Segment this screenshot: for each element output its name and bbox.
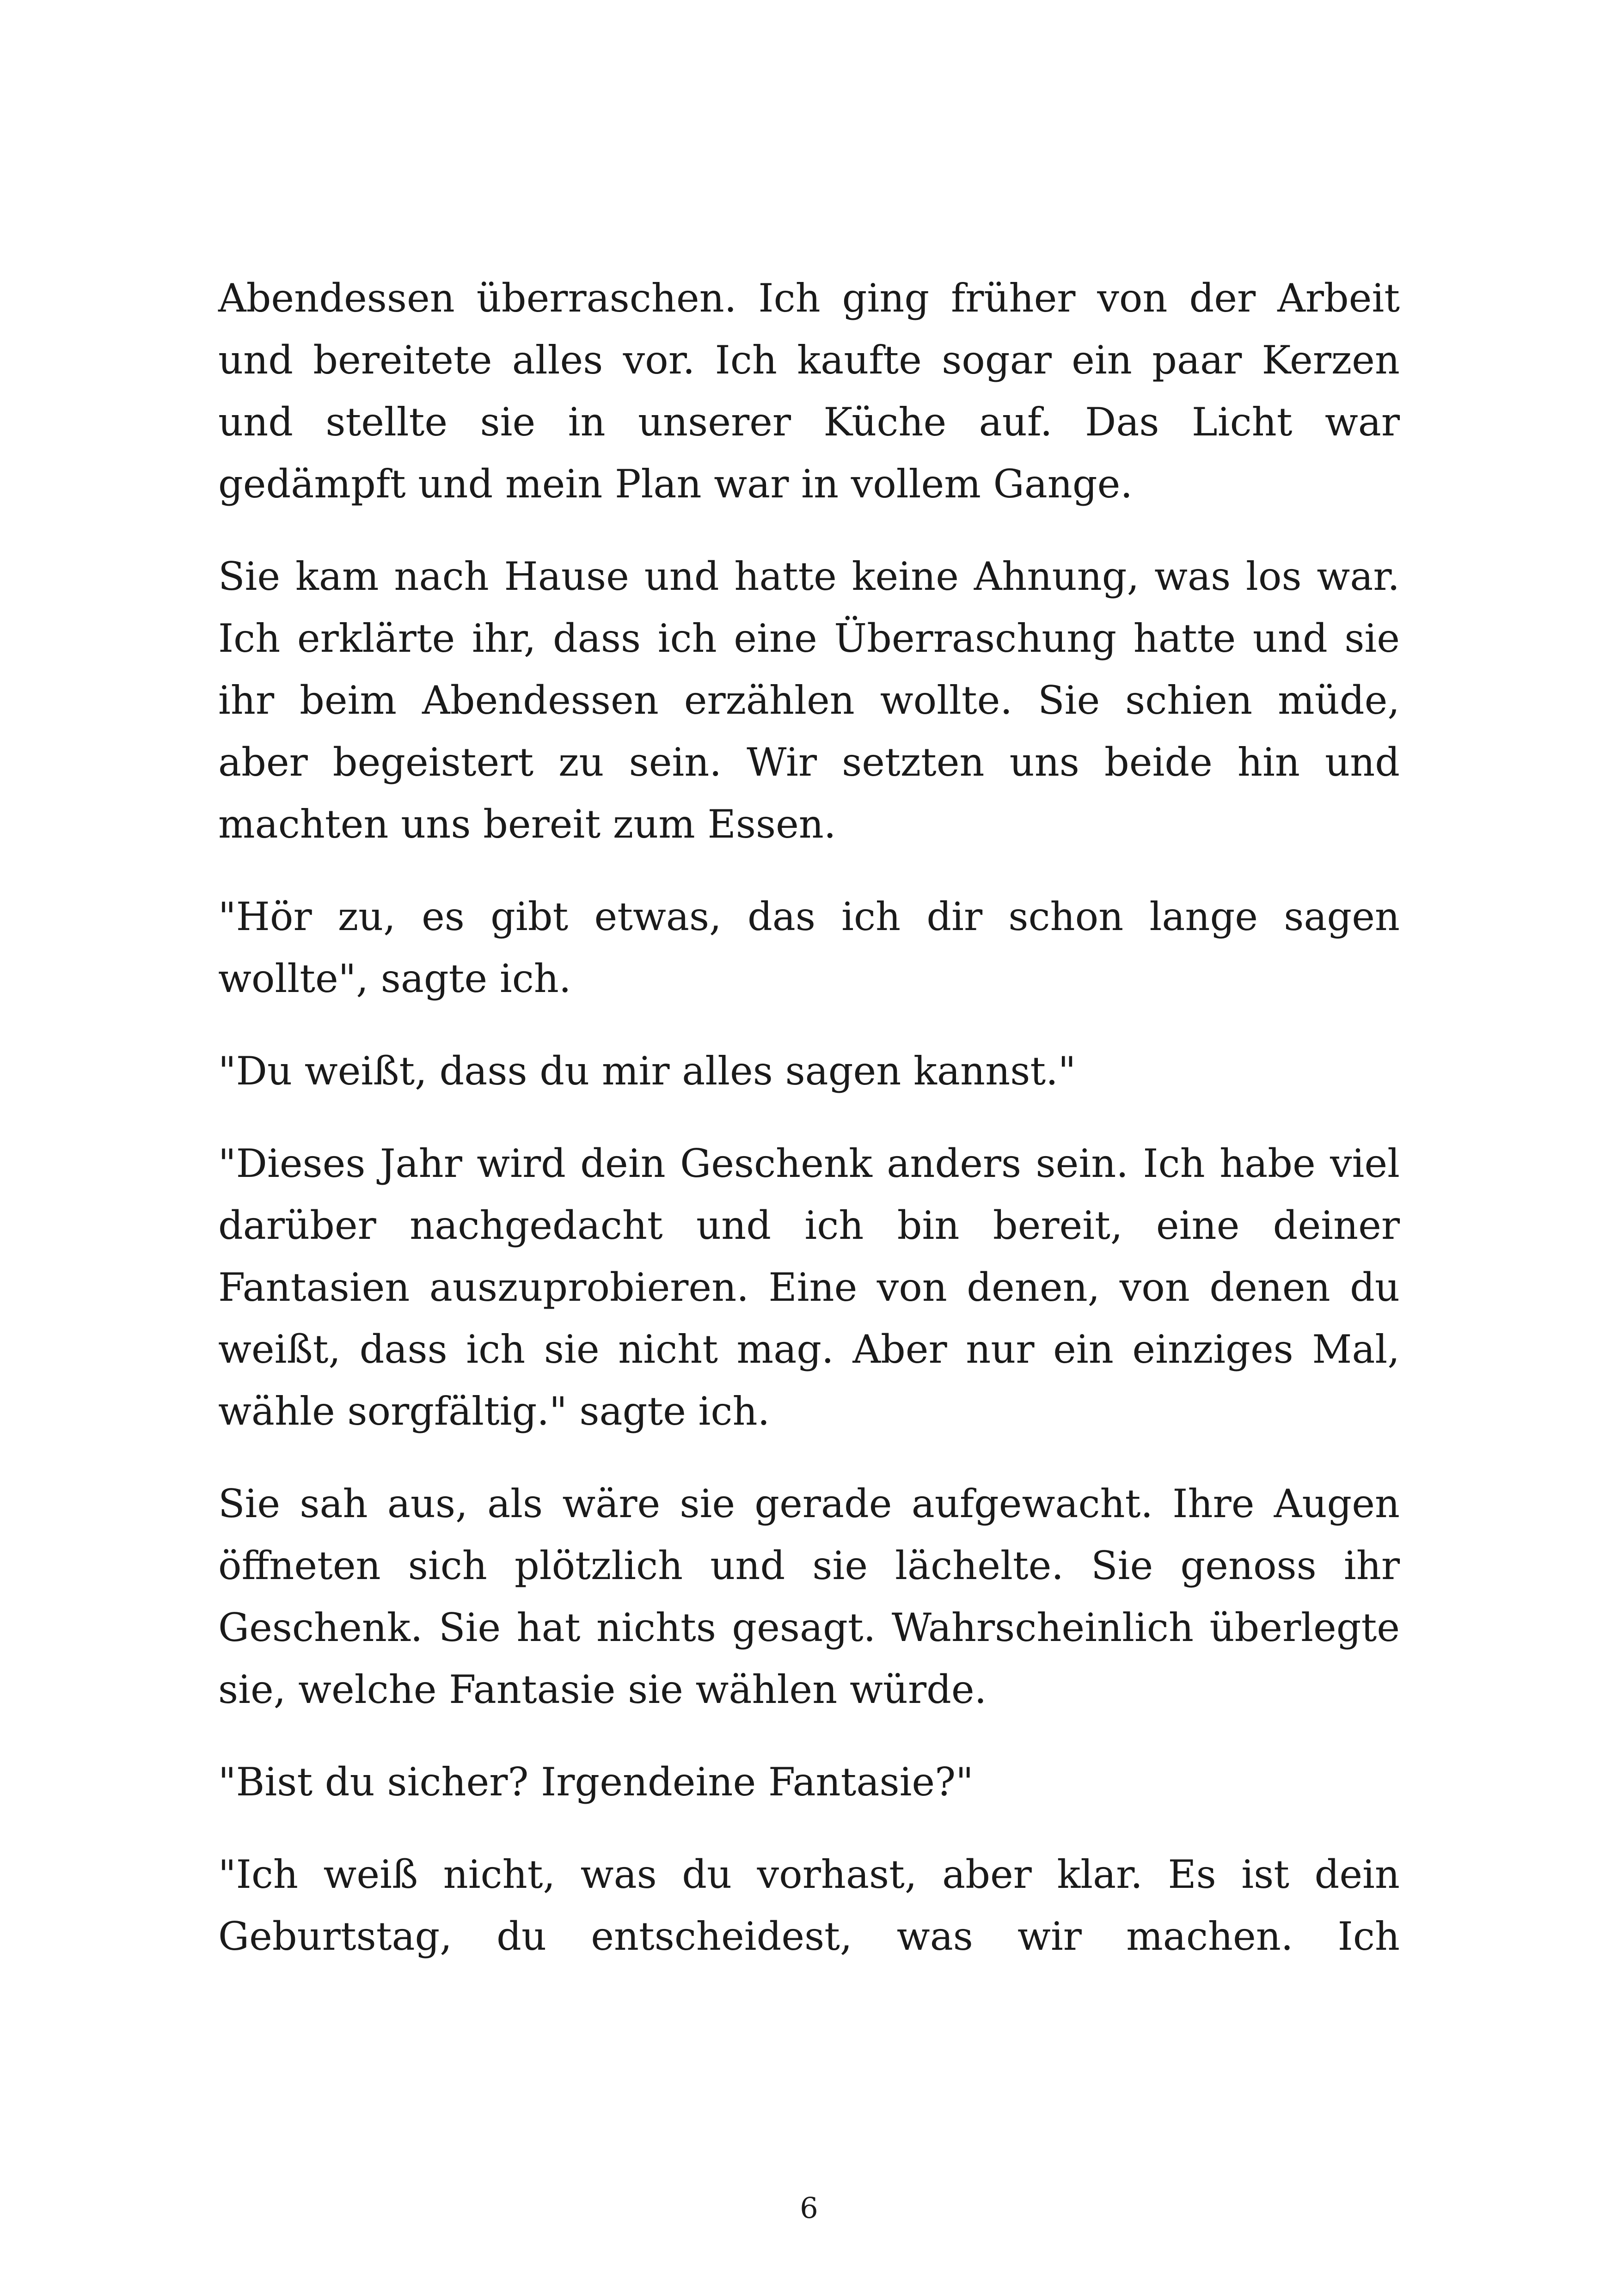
paragraph-5: "Dieses Jahr wird dein Geschenk anders sein. Ich habe viel darüber nachgedacht und ich bin bereit, eine deiner Fantasien auszuprobieren. Eine von denen, von denen du weißt, dass ich sie nicht mag. Aber nur ein einziges Mal, wähle sorgfältig." sagte ich.	[218, 1141, 1400, 1434]
paragraph-2: Sie kam nach Hause und hatte keine Ahnung, was los war. Ich erklärte ihr, dass ich eine Überraschung hatte und sie ihr beim Abendessen erzählen wollte. Sie schien müde, aber begeistert zu sein. Wir setzten uns beide hin und machten uns bereit zum Essen.	[218, 554, 1400, 847]
page-number: 6	[800, 2191, 818, 2225]
paragraph-1: Abendessen überraschen. Ich ging früher von der Arbeit und bereitete alles vor. Ich kaufte sogar ein paar Kerzen und stellte sie in unserer Küche auf. Das Licht war gedämpft und mein Plan war in vollem Gange.	[218, 276, 1400, 507]
paragraph-7: "Bist du sicher? Irgendeine Fantasie?"	[218, 1759, 974, 1805]
paragraph-8: "Ich weiß nicht, was du vorhast, aber klar. Es ist dein Geburtstag, du entscheidest, was wir machen. Ich	[218, 1852, 1400, 1959]
paragraph-4: "Du weißt, dass du mir alles sagen kannst."	[218, 1048, 1076, 1094]
body-text	[218, 267, 1400, 1998]
paragraph-6: Sie sah aus, als wäre sie gerade aufgewacht. Ihre Augen öffneten sich plötzlich und sie lächelte. Sie genoss ihr Geschenk. Sie hat nichts gesagt. Wahrscheinlich überlegte sie, welche Fantasie sie wählen würde.	[218, 1481, 1400, 1712]
paragraph-3: "Hör zu, es gibt etwas, das ich dir schon lange sagen wollte", sagte ich.	[218, 894, 1400, 1001]
